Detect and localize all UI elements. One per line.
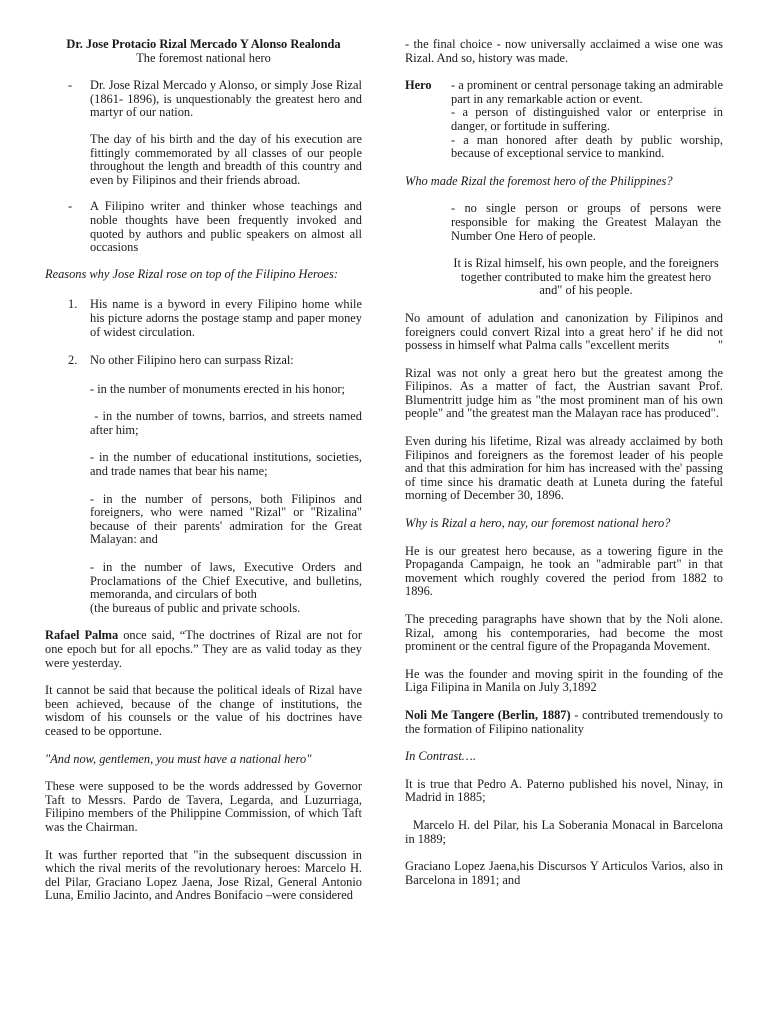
sub-item: - in the number of monuments erected in his honor; [90,381,345,396]
hero-term: Hero [405,78,432,93]
answer-item: It is Rizal himself, his own people, and the foreigners together contributed to make him the greatest hero and" of his people. [453,256,719,298]
paragraph-preceding: The preceding paragraphs have shown that by the Noli alone. Rizal, among his contemporaries, had become the most prominent or the central figure of the Propaganda Movement. [405,612,723,654]
sub-item: - in the number of educational institutions, societies, and trade names that bear his name; [90,450,362,479]
hero-def-item: - a prominent or central personage taking an admirable part in any remarkable action or event. [451,78,723,106]
paragraph-noli [405,709,723,736]
sub-item: - in the number of laws, Executive Orders and Proclamations of the Chief Executive, and bulletins, memoranda, and circulars of both [90,560,362,602]
noli-text: - contributed tremendously to the formation of Filipino nationality [405,707,723,736]
bullet-continuation: The day of his birth and the day of his execution are fittingly commemorated by all classes of our people throughout the length and breadth of this country and even by Filipinos and their friends abroad. [90,131,362,187]
reason-2 [45,354,362,368]
list-number: 2. [68,353,78,368]
noli-title: Noli Me Tangere (Berlin, 1887) [405,707,571,722]
paragraph-rival-merits: It was further reported that "in the subsequent discussion in which the rival merits of the revolutionary heroes: Marcelo H. del Pilar, Graciano Lopez Jaena, Jose Rizal, General Antonio Luna, Emilio Jacinto, and Andres Bonifacio –were considered [45,847,362,903]
reason-text: His name is a byword in every Filipino home while his picture adorns the postage stamp and paper money of widest circulation. [90,297,362,339]
paragraph-greatest: Rizal was not only a great hero but the greatest among the Filipinos. As a matter of fact, the Austrian savant Prof. Blumentritt judge him as "the most prominent man of his own people" and "the greatest man the Malayan race has produced". [405,365,723,421]
sub-item: (the bureaus of public and private schools. [90,600,301,615]
in-contrast-heading: In Contrast…. [405,749,476,764]
sub-item: - in the number of persons, both Filipinos and foreigners, who were named "Rizal" or "Rizalina" because of their parents' admiration for the Great Malayan: and [90,491,362,547]
bullet-text: Dr. Jose Rizal Mercado y Alonso, or simply Jose Rizal (1861- 1896), is unquestionably the greatest hero and martyr of our nation. [90,78,362,120]
paragraph-jaena: Graciano Lopez Jaena,his Discursos Y Articulos Varios, also in Barcelona in 1891; and [405,859,723,887]
answer-block [405,202,723,298]
palma-quote [45,629,362,670]
document-subtitle: The foremost national hero [136,50,271,65]
palma-name: Rafael Palma [45,628,119,643]
adulation-text: No amount of adulation and canonization by Filipinos and foreigners could convert Rizal into a great hero' if he did not possess in himself what Palma calls "excellent merits [405,310,723,353]
taft-quote: "And now, gentlemen, you must have a national hero" [45,751,312,766]
bullet-rizal-intro [45,79,362,187]
reason-1 [45,298,362,339]
paragraph-taft: These were supposed to be the words addressed by Governor Taft to Messrs. Pardo de Tavera, Legarda, and Luzurriaga, Filipino members of the Philippine Commission, of which Taft was the Chairman. [45,779,362,834]
answer-item: - no single person or groups of persons were responsible for making the Greatest Malayan the Number One Hero of people. [451,201,721,243]
paragraph-propaganda: He is our greatest hero because, as a towering figure in the Propaganda Campaign, he took an "admirable part" in that movement which roughly covered the period from 1882 to 1896. [405,543,723,599]
paragraph-pilar: Marcelo H. del Pilar, his La Soberania Monacal in Barcelona in 1889; [405,817,727,846]
paragraph-ideals: It cannot be said that because the political ideals of Rizal have been achieved, because of the change of institutions, the wisdom of his counsels or the value of his doctrines have ceased to be opportune. [45,683,362,738]
hero-def-item: - a man honored after death by public worship, because of exceptional service to mankind. [451,132,723,161]
palma-text: once said, “The doctrines of Rizal are not for one epoch but for all epochs.” They are as valid today as they were yesterday. [45,628,362,670]
sub-list [45,381,366,616]
paragraph-lifetime: Even during his lifetime, Rizal was already acclaimed by both Filipinos and foreigners as the foremost leader of his people and that this admiration for him has increased with the' passing of time since his dramatic death at Luneta during the fateful morning of December 30, 1896. [405,434,723,503]
bullet-mark: - [68,199,73,214]
paragraph-adulation [405,312,723,353]
bullet-text: A Filipino writer and thinker whose teachings and noble thoughts have been frequently invoked and quoted by authors and public speakers on almost all occasions [90,199,362,255]
bullet-filipino-writer [45,200,362,254]
list-number: 1. [68,297,78,312]
right-column [405,37,727,887]
document-title: Dr. Jose Protacio Rizal Mercado Y Alonso Realonda [66,37,341,51]
adulation-close-quote: " [717,338,723,353]
paragraph-paterno: It is true that Pedro A. Paterno published his novel, Ninay, in Madrid in 1885; [405,776,723,805]
question-who-made-rizal: Who made Rizal the foremost hero of the Philippines? [405,173,673,188]
reasons-heading: Reasons why Jose Rizal rose on top of the Filipino Heroes: [45,266,338,281]
reason-text: No other Filipino hero can surpass Rizal: [90,353,294,368]
bullet-mark: - [68,78,73,93]
paragraph-final-choice: - the final choice - now universally acclaimed a wise one was Rizal. And so, history was made. [405,37,723,65]
hero-definition [405,79,723,161]
left-column [45,37,366,903]
hero-def-item: - a person of distinguished valor or enterprise in danger, or fortitude in suffering. [451,105,723,133]
sub-item: - in the number of towns, barrios, and streets named after him; [90,409,366,437]
question-why-hero: Why is Rizal a hero, nay, our foremost national hero? [405,516,671,531]
paragraph-founder: He was the founder and moving spirit in the founding of the Liga Filipina in Manila on July 3,1892 [405,666,723,695]
